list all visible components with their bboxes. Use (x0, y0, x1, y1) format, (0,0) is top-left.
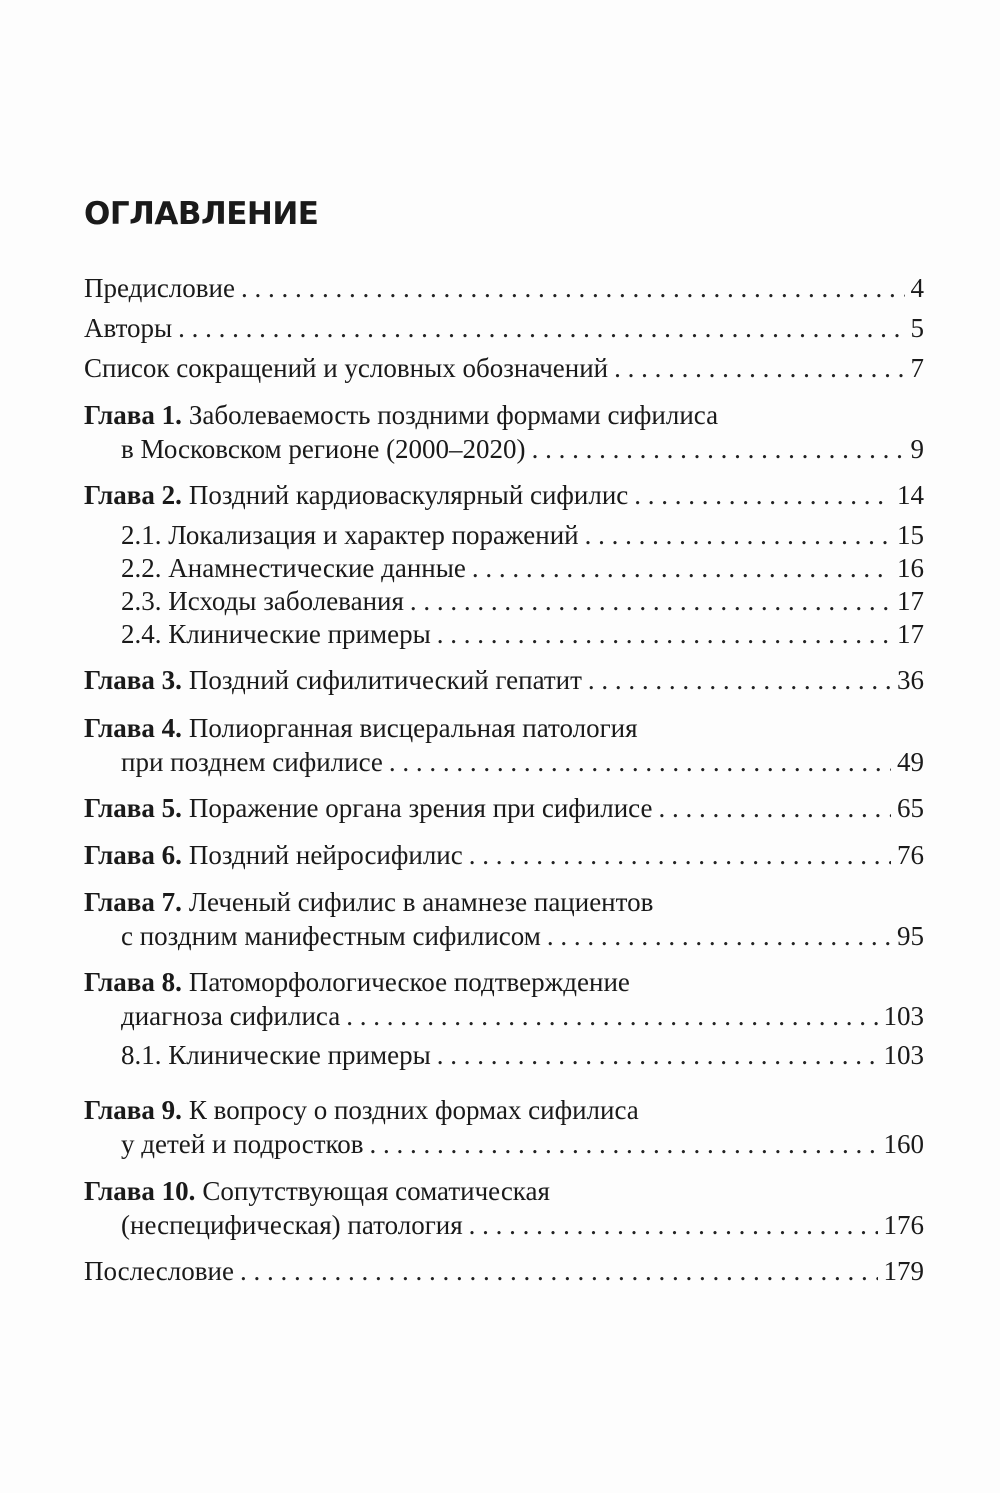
toc-entry-abbreviations[interactable] (84, 351, 924, 385)
toc-entry-text: 2.3. Исходы заболевания (121, 586, 404, 616)
toc-entry-chapter-7[interactable] (84, 885, 924, 953)
toc-entry-text: Поздний сифилитический гепатит (188, 665, 582, 695)
toc-entry-text: К вопросу о поздних формах сифилиса (188, 1095, 639, 1125)
toc-page-number: 65 (897, 793, 924, 823)
toc-page-number: 103 (883, 1001, 924, 1031)
toc-entry-text-continued: (неспецифическая) патология (121, 1210, 463, 1240)
toc-page-number: 14 (897, 480, 924, 510)
toc-entry-afterword[interactable] (84, 1254, 924, 1288)
toc-entry-chapter-8[interactable] (84, 965, 924, 1033)
chapter-label: Глава 6. (84, 840, 182, 870)
toc-entry-text: Предисловие (84, 273, 235, 303)
toc-subentry-2-4[interactable] (121, 617, 924, 651)
toc-subentry-2-2[interactable] (121, 551, 924, 585)
toc-entry-chapter-9[interactable] (84, 1093, 924, 1161)
chapter-label: Глава 8. (84, 967, 182, 997)
leader-dots (472, 551, 891, 585)
toc-entry-text: Послесловие (84, 1256, 234, 1286)
toc-entry-text: 2.2. Анамнестические данные (121, 553, 466, 583)
leader-dots (614, 351, 904, 385)
toc-entry-text: Заболеваемость поздними формами сифилиса (188, 400, 719, 430)
leader-dots (532, 432, 905, 466)
toc-entry-text: Леченый сифилис в анамнезе пациентов (188, 887, 654, 917)
leader-dots (410, 584, 891, 618)
toc-page-number: 17 (897, 586, 924, 616)
toc-entry-chapter-4[interactable] (84, 711, 924, 779)
toc-page-number: 95 (897, 921, 924, 951)
leader-dots (370, 1127, 878, 1161)
toc-subentry-2-3[interactable] (121, 584, 924, 618)
toc-page-number: 17 (897, 619, 924, 649)
toc-entry-text: Поражение органа зрения при сифилисе (188, 793, 653, 823)
toc-page-number: 4 (910, 273, 924, 303)
leader-dots (437, 1038, 878, 1072)
leader-dots (634, 478, 891, 512)
toc-entry-text: 8.1. Клинические примеры (121, 1040, 431, 1070)
toc-entry-authors[interactable] (84, 311, 924, 345)
leader-dots (389, 745, 891, 779)
chapter-label: Глава 5. (84, 793, 182, 823)
chapter-label: Глава 10. (84, 1176, 196, 1206)
toc-entry-text-continued: в Московском регионе (2000–2020) (121, 434, 526, 464)
toc-entry-text: Сопутствующая соматическая (202, 1176, 550, 1206)
leader-dots (241, 271, 905, 305)
leader-dots (469, 1208, 878, 1242)
toc-entry-chapter-3[interactable] (84, 663, 924, 697)
leader-dots (346, 999, 877, 1033)
leader-dots (585, 518, 891, 552)
toc-page-number: 49 (897, 747, 924, 777)
page-title: ОГЛАВЛЕНИЕ (84, 196, 319, 232)
toc-entry-text: 2.4. Клинические примеры (121, 619, 431, 649)
toc-entry-text: Список сокращений и условных обозначений (84, 353, 609, 383)
toc-entry-chapter-5[interactable] (84, 791, 924, 825)
leader-dots (469, 838, 891, 872)
toc-page-number: 5 (910, 313, 924, 343)
toc-entry-chapter-10[interactable] (84, 1174, 924, 1242)
toc-page-number: 179 (883, 1256, 924, 1286)
leader-dots (547, 919, 891, 953)
toc-page-number: 15 (897, 520, 924, 550)
leader-dots (588, 663, 891, 697)
toc-entry-text-continued: с поздним манифестным сифилисом (121, 921, 541, 951)
toc-entry-text: Патоморфологическое подтверждение (188, 967, 630, 997)
toc-entry-chapter-1[interactable] (84, 398, 924, 466)
toc-page-number: 160 (883, 1129, 924, 1159)
chapter-label: Глава 7. (84, 887, 182, 917)
toc-entry-text-continued: диагноза сифилиса (121, 1001, 341, 1031)
toc-entry-text: Авторы (84, 313, 173, 343)
chapter-label: Глава 9. (84, 1095, 182, 1125)
toc-page-number: 76 (897, 840, 924, 870)
toc-entry-chapter-2[interactable] (84, 478, 924, 512)
toc-page-number: 36 (897, 665, 924, 695)
leader-dots (658, 791, 891, 825)
toc-entry-text: Поздний нейросифилис (188, 840, 463, 870)
leader-dots (437, 617, 891, 651)
chapter-label: Глава 1. (84, 400, 182, 430)
toc-page-number: 7 (910, 353, 924, 383)
toc-entry-text: 2.1. Локализация и характер поражений (121, 520, 579, 550)
toc-page-number: 16 (897, 553, 924, 583)
chapter-label: Глава 4. (84, 713, 182, 743)
toc-page-number: 176 (883, 1210, 924, 1240)
toc-entry-preface[interactable] (84, 271, 924, 305)
toc-subentry-2-1[interactable] (121, 518, 924, 552)
toc-entry-text: Поздний кардиоваскулярный сифилис (188, 480, 629, 510)
chapter-label: Глава 2. (84, 480, 182, 510)
toc-entry-text-continued: при позднем сифилисе (121, 747, 383, 777)
toc-page-number: 9 (910, 434, 924, 464)
toc-entry-text: Полиорганная висцеральная патология (188, 713, 638, 743)
toc-subentry-8-1[interactable] (121, 1038, 924, 1072)
chapter-label: Глава 3. (84, 665, 182, 695)
leader-dots (240, 1254, 878, 1288)
toc-entry-text-continued: у детей и подростков (121, 1129, 364, 1159)
toc-page-number: 103 (883, 1040, 924, 1070)
leader-dots (178, 311, 904, 345)
toc-entry-chapter-6[interactable] (84, 838, 924, 872)
